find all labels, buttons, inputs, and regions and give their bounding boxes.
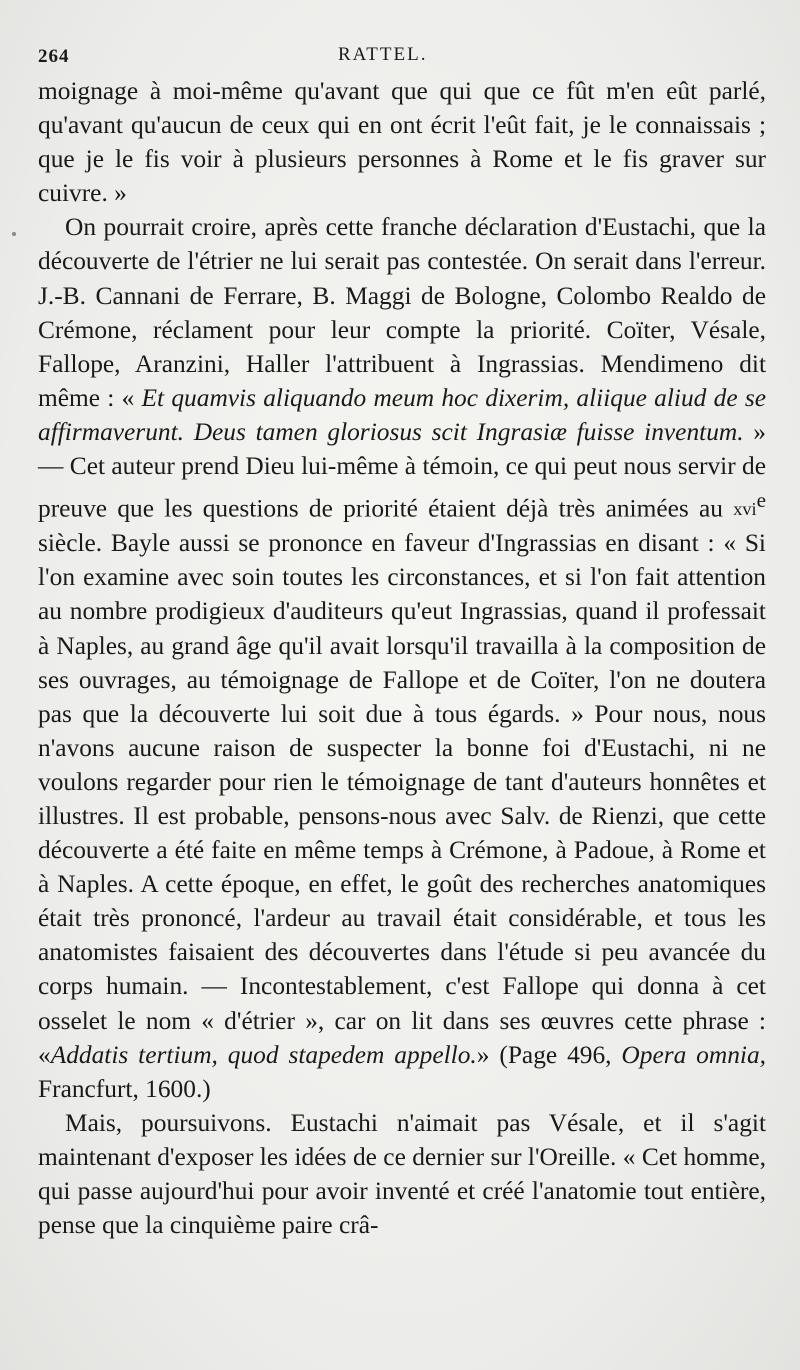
text-run: » (Page 496, (476, 1040, 622, 1069)
century-superscript: e (756, 488, 766, 513)
text-run: » — Cet auteur prend Dieu lui-même à témoin, ce qui peut nous servir de preuve que les questions de priorité étaient déjà très animées au (38, 417, 766, 523)
latin-quotation: Et quamvis aliquando meum hoc dixerim, aliique aliud de se affirmaverunt. Deus tamen gloriosus scit Ingrasiæ fuisse inventum. (38, 383, 766, 446)
text-run: On pourrait croire, après cette franche déclaration d'Eustachi, que la découverte de l'étrier ne lui serait pas contestée. On serait dans l'erreur. J.-B. Cannani de Ferrare, B. Maggi de Bologne, Colombo Realdo de Crémone, réclament pour leur compte la priorité. Coïter, Vésale, Fallope, Aranzini, Haller l'attribuent à Ingrassias. Mendimeno dit même : « (38, 213, 766, 412)
fallope-quotation: Addatis tertium, quod stapedem appello. (50, 1040, 477, 1069)
running-header (38, 38, 766, 74)
running-title: RATTEL. (338, 44, 428, 65)
text-run: siècle. Bayle aussi se prononce en faveur d'Ingrassias en disant : « Si l'on examine avec soin toutes les circonstances, et si l'on fait attention au nombre prodigieux d'auditeurs qu'eut Ingrassias, quand il professait à Naples, au grand âge qu'il avait lorsqu'il travailla à la composition de ses ouvrages, au témoignage de Fallope et de Coïter, l'on ne doutera pas que la découverte lui soit due à tous égards. » Pour nous, nous n'avons aucune raison de suspecter la bonne foi d'Eustachi, ni ne voulons regarder pour rien le témoignage de tant d'auteurs honnêtes et illustres. Il est probable, pensons-nous avec Salv. de Rienzi, que cette découverte a été faite en même temps à Crémone, à Padoue, à Rome et à Naples. A cette époque, en effet, le goût des recherches anatomiques était très prononcé, l'ardeur au travail était considérable, et tous les anatomistes faisaient des découvertes dans l'étude si peu avancée du corps humain. — Incontestablement, c'est Fallope qui donna à cet osselet le nom « d'étrier », car on lit dans ses œuvres cette phrase : « (38, 529, 766, 1069)
body-text (38, 74, 766, 1242)
century-numeral: xvi (733, 499, 757, 520)
paragraph-continued: moignage à moi-même qu'avant que qui que ce fût m'en eût parlé, qu'avant qu'aucun de ceux qui en ont écrit l'eût fait, je le connaissais ; que je le fis voir à plusieurs personnes à Rome et le fis graver sur cuivre. » (38, 77, 766, 208)
work-title: Opera omnia, (621, 1040, 767, 1069)
text-run: Francfurt, 1600.) (38, 1074, 211, 1103)
margin-bullet (12, 232, 16, 236)
paragraph-priority (38, 210, 766, 1105)
page-number: 264 (38, 46, 70, 67)
paragraph-vesale: Mais, poursuivons. Eustachi n'aimait pas Vésale, et il s'agit maintenant d'exposer les idées de ce dernier sur l'Oreille. « Cet homme, qui passe aujourd'hui pour avoir inventé et créé l'anatomie tout entière, pense que la cinquième paire crâ- (38, 1108, 766, 1240)
